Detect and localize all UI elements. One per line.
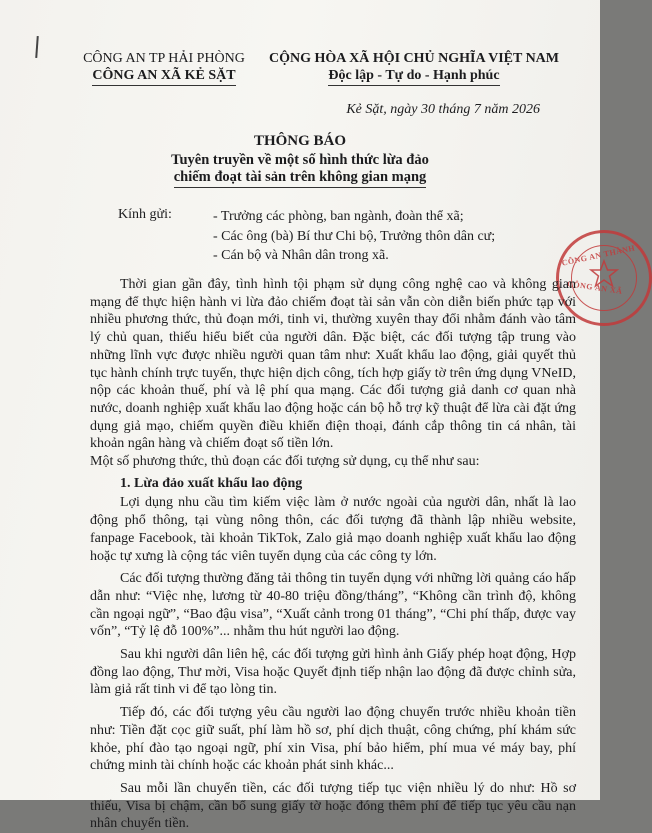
- section-1-paragraph: Lợi dụng nhu cầu tìm kiếm việc làm ở nước ngoài của người dân, nhất là lao động phổ thông, tại vùng nông thôn, các đối tượng đã thành lập nhiều website, fanpage Facebook, tài khoản TikTok, Zalo giả mạo doanh nghiệp xuất khẩu lao động hoặc tự xưng là cộng tác viên tuyển dụng của các công ty lớn.: [90, 495, 576, 564]
- subtitle-line-2: chiếm đoạt tài sản trên không gian mạng: [174, 169, 427, 188]
- section-1-paragraph: Các đối tượng thường đăng tải thông tin tuyển dụng với những lời quảng cáo hấp dẫn như: “Việc nhẹ, lương từ 40-80 triệu đồng/tháng”, “Không cần trình độ, không cần ngoại ngữ”, “Bao đậu visa”, “Xuất cảnh trong 01 tháng”, “Chi phí thấp, được vay vốn”, “Tỷ lệ đỗ 100%”... nhằm thu hút người lao động.: [90, 571, 576, 640]
- national-header: [258, 50, 570, 86]
- recipients-label: Kính gửi:: [118, 207, 172, 222]
- seal-text-top: CÔNG AN THÀNH: [560, 243, 636, 268]
- methods-intro: Một số phương thức, thủ đoạn các đối tượng sử dụng, cụ thể như sau:: [90, 454, 480, 470]
- recipient-item: - Trưởng các phòng, ban ngành, đoàn thể xã;: [213, 209, 464, 224]
- national-motto: Độc lập - Tự do - Hạnh phúc: [328, 67, 499, 86]
- section-1-paragraph: Sau mỗi lần chuyển tiền, các đối tượng tiếp tục viện nhiều lý do như: Hồ sơ thiếu, Visa bị chậm, cần bổ sung giấy tờ hoặc đóng thêm phí để tiếp tục yêu cầu nạn nhân chuyển tiền.: [90, 780, 576, 832]
- section-1-heading: 1. Lừa đảo xuất khẩu lao động: [120, 475, 303, 491]
- pen-mark: [35, 36, 39, 58]
- date-line: Kẻ Sặt, ngày 30 tháng 7 năm 2026: [346, 102, 540, 117]
- recipient-item: - Các ông (bà) Bí thư Chi bộ, Trưởng thôn dân cư;: [213, 228, 496, 244]
- document-subtitle: [60, 152, 540, 188]
- section-1-paragraph: Tiếp đó, các đối tượng yêu cầu người lao động chuyển trước nhiều khoản tiền như: Tiền đặt cọc giữ suất, phí làm hồ sơ, phí dịch thuật, công chứng, phí khám sức khỏe, phí đào tạo ngoại ngữ, phí xin Visa, phí bảo hiểm, phí mua vé máy bay, phí chứng minh tài chính hoặc các khoản phát sinh khác...: [90, 705, 576, 774]
- parent-agency: CÔNG AN TP HẢI PHÒNG: [83, 51, 245, 66]
- document-body: [90, 276, 576, 833]
- recipients-list: [213, 207, 495, 266]
- seal-text-bottom: CÔNG AN XÃ: [566, 279, 624, 296]
- section-1-paragraph: Sau khi người dân liên hệ, các đối tượng gửi hình ảnh Giấy phép hoạt động, Hợp đồng lao động, Thư mời, Visa hoặc Quyết định tiếp nhận lao động đã được chỉnh sửa, làm giả rất tinh vi để tạo lòng tin.: [90, 647, 576, 698]
- recipient-item: - Cán bộ và Nhân dân trong xã.: [213, 248, 389, 263]
- subtitle-line-1: Tuyên truyền về một số hình thức lừa đảo: [171, 152, 429, 168]
- issuing-agency: [64, 50, 264, 86]
- local-agency: CÔNG AN XÃ KẺ SẶT: [92, 67, 235, 86]
- intro-paragraph: Thời gian gần đây, tình hình tội phạm sử dụng công nghệ cao và không gian mạng để thực hiện hành vi lừa đảo chiếm đoạt tài sản vẫn còn diễn biến phức tạp với nhiều phương thức, thủ đoạn mới, tinh vi, thường xuyên thay đổi nhằm đánh vào tâm lý chủ quan, thiếu hiểu biết của người dân. Đặc biệt, các đối tượng tập trung vào những lĩnh vực được nhiều người quan tâm như: Xuất khẩu lao động, giải quyết thủ tục hành chính trực tuyến, thực hiện dịch công, tích hợp giấy tờ trên ứng dụng VNeID, nộp các khoản thuế, phí và lệ phí qua mạng. Các đối tượng giả danh cơ quan nhà nước, doanh nghiệp xuất khẩu lao động hoặc cán bộ hỗ trợ kỹ thuật để lừa cài đặt ứng dụng giả mạo, chiếm quyền điều khiển điện thoại, đánh cắp thông tin cá nhân, tài khoản ngân hàng và chiếm đoạt số tiền lớn.: [90, 277, 576, 452]
- country-name: CỘNG HÒA XÃ HỘI CHỦ NGHĨA VIỆT NAM: [268, 51, 559, 66]
- document-title: THÔNG BÁO: [253, 133, 347, 149]
